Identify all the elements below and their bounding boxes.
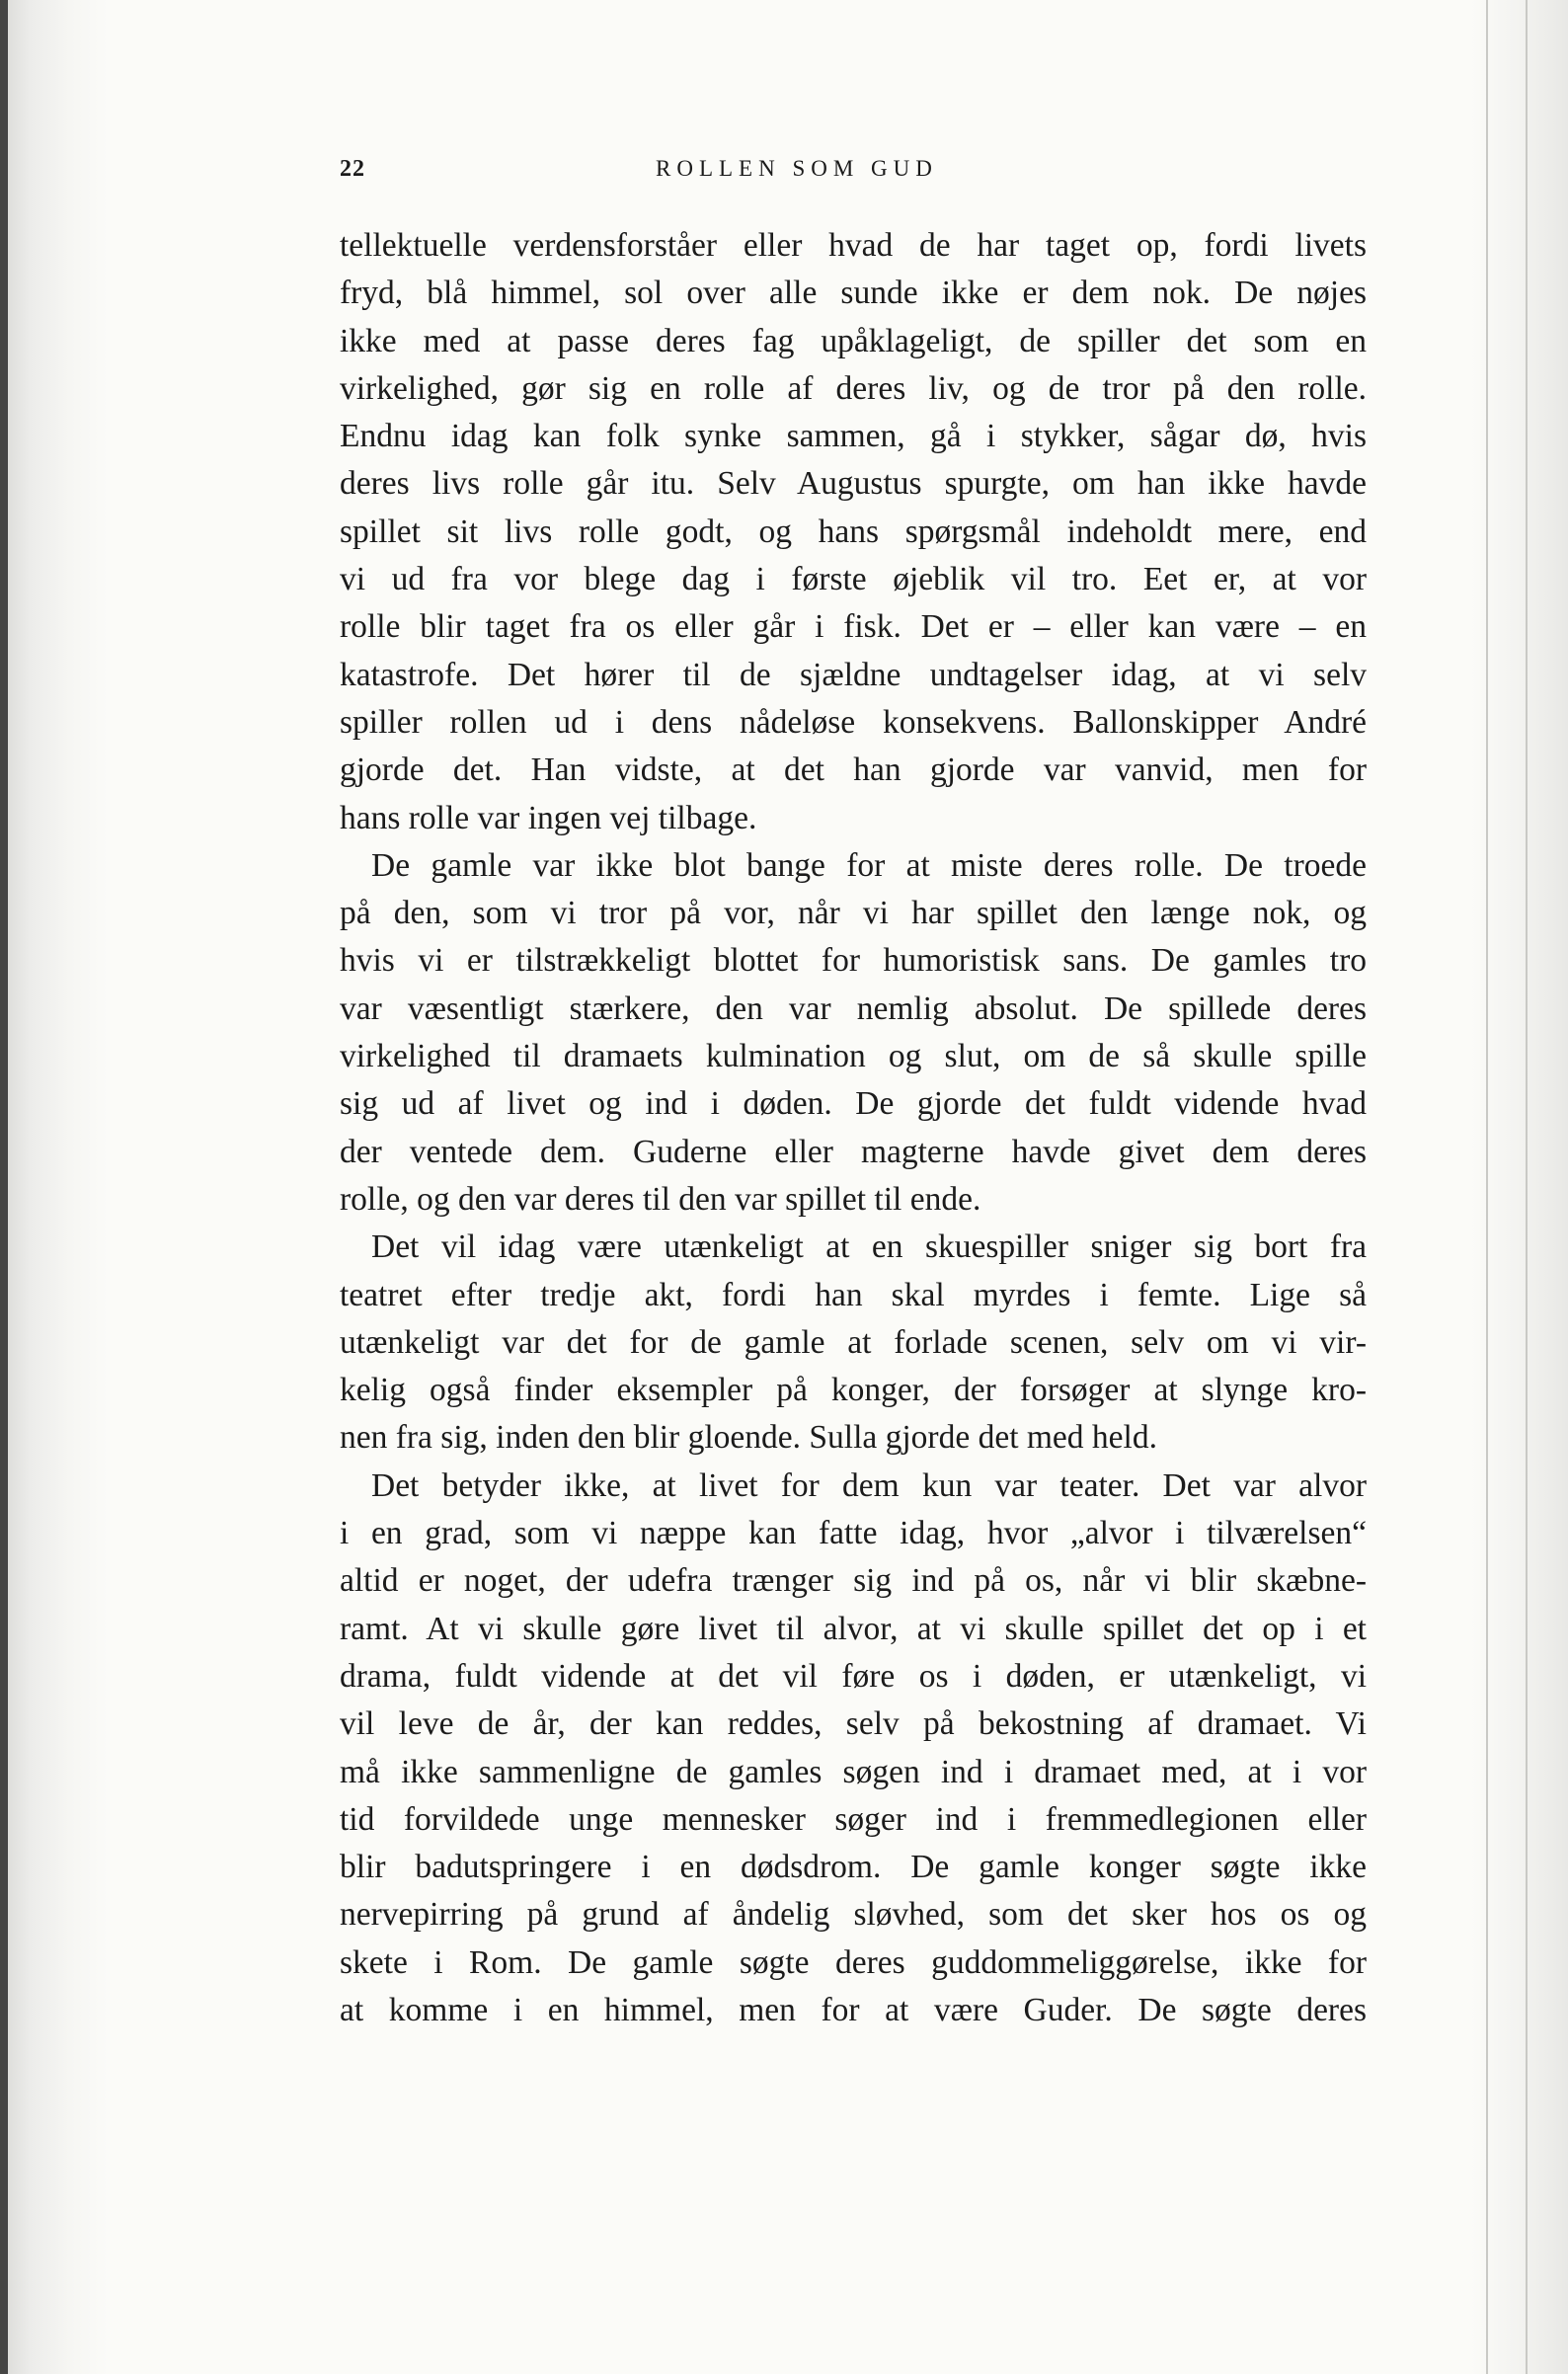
text-line: rolle blir taget fra os eller går i fisk. Det er – eller kan være – en bbox=[340, 608, 1367, 646]
text-line: ikke med at passe deres fag upåklageligt, de spiller det som en bbox=[340, 322, 1367, 359]
text-line: drama, fuldt vidende at det vil føre os i døden, er utænkeligt, vi bbox=[340, 1657, 1367, 1695]
text-line: nervepirring på grund af åndelig sløvhed, som det sker hos os og bbox=[340, 1896, 1367, 1934]
text-line: spillet sit livs rolle godt, og hans spørgsmål indeholdt mere, end bbox=[340, 513, 1367, 550]
text-line: spiller rollen ud i dens nådeløse konsekvens. Ballonskipper André bbox=[340, 703, 1367, 741]
text-line: sig ud af livet og ind i døden. De gjorde det fuldt vidende hvad bbox=[340, 1085, 1367, 1123]
text-line: gjorde det. Han vidste, at det han gjorde var vanvid, men for bbox=[340, 752, 1367, 789]
text-line: katastrofe. Det hører til de sjældne undtagelser idag, at vi selv bbox=[340, 656, 1367, 693]
page-edge-line bbox=[1486, 0, 1488, 2374]
text-line: hvis vi er tilstrækkeligt blottet for humoristisk sans. De gamles tro bbox=[340, 942, 1367, 980]
text-line: ramt. At vi skulle gøre livet til alvor, at vi skulle spillet det op i et bbox=[340, 1610, 1367, 1647]
text-line: vil leve de år, der kan reddes, selv på bekostning af dramaet. Vi bbox=[340, 1705, 1367, 1743]
text-line: hans rolle var ingen vej tilbage. bbox=[340, 799, 757, 836]
text-line: teatret efter tredje akt, fordi han skal myrdes i femte. Lige så bbox=[340, 1276, 1367, 1313]
text-line: virkelighed til dramaets kulmination og slut, om de så skulle spille bbox=[340, 1038, 1367, 1075]
page-number: 22 bbox=[340, 156, 365, 182]
text-line: i en grad, som vi næppe kan fatte idag, hvor „alvor i tilværelsen“ bbox=[340, 1515, 1367, 1552]
text-line: vi ud fra vor blege dag i første øjeblik vil tro. Eet er, at vor bbox=[340, 561, 1367, 598]
spine-shadow bbox=[0, 0, 8, 2374]
text-line: der ventede dem. Guderne eller magterne havde givet dem deres bbox=[340, 1133, 1367, 1170]
text-line: Det vil idag være utænkeligt at en skuespiller sniger sig bort fra bbox=[371, 1228, 1367, 1266]
text-line: virkelighed, gør sig en rolle af deres liv, og de tror på den rolle. bbox=[340, 369, 1367, 407]
text-line: blir badutspringere i en dødsdrom. De gamle konger søgte ikke bbox=[340, 1849, 1367, 1886]
text-line: at komme i en himmel, men for at være Guder. De søgte deres bbox=[340, 1991, 1367, 2028]
text-line: skete i Rom. De gamle søgte deres guddommeliggørelse, ikke for bbox=[340, 1943, 1367, 1981]
text-line: nen fra sig, inden den blir gloende. Sulla gjorde det med held. bbox=[340, 1419, 1157, 1457]
text-line: kelig også finder eksempler på konger, der forsøger at slynge kro- bbox=[340, 1372, 1367, 1409]
text-line: utænkeligt var det for de gamle at forlade scenen, selv om vi vir- bbox=[340, 1323, 1367, 1361]
text-line: altid er noget, der udefra trænger sig ind på os, når vi blir skæbne- bbox=[340, 1562, 1367, 1600]
text-line: deres livs rolle går itu. Selv Augustus spurgte, om han ikke havde bbox=[340, 465, 1367, 503]
text-line: Endnu idag kan folk synke sammen, gå i stykker, sågar dø, hvis bbox=[340, 418, 1367, 455]
text-line: på den, som vi tror på vor, når vi har spillet den længe nok, og bbox=[340, 895, 1367, 932]
text-line: var væsentligt stærkere, den var nemlig absolut. De spillede deres bbox=[340, 989, 1367, 1027]
text-line: må ikke sammenligne de gamles søgen ind i dramaet med, at i vor bbox=[340, 1753, 1367, 1790]
text-line: rolle, og den var deres til den var spillet til ende. bbox=[340, 1180, 981, 1218]
running-header bbox=[340, 156, 1367, 196]
text-line: Det betyder ikke, at livet for dem kun var teater. Det var alvor bbox=[371, 1466, 1367, 1504]
text-line: De gamle var ikke blot bange for at miste deres rolle. De troede bbox=[371, 846, 1367, 884]
text-line: tid forvildede unge mennesker søger ind i fremmedlegionen eller bbox=[340, 1800, 1367, 1838]
body-text bbox=[340, 222, 1367, 2034]
text-line: fryd, blå himmel, sol over alle sunde ikke er dem nok. De nøjes bbox=[340, 275, 1367, 312]
page-edge-line bbox=[1526, 0, 1528, 2374]
running-title: ROLLEN SOM GUD bbox=[656, 156, 938, 181]
text-line: tellektuelle verdensforståer eller hvad de har taget op, fordi livets bbox=[340, 227, 1367, 264]
